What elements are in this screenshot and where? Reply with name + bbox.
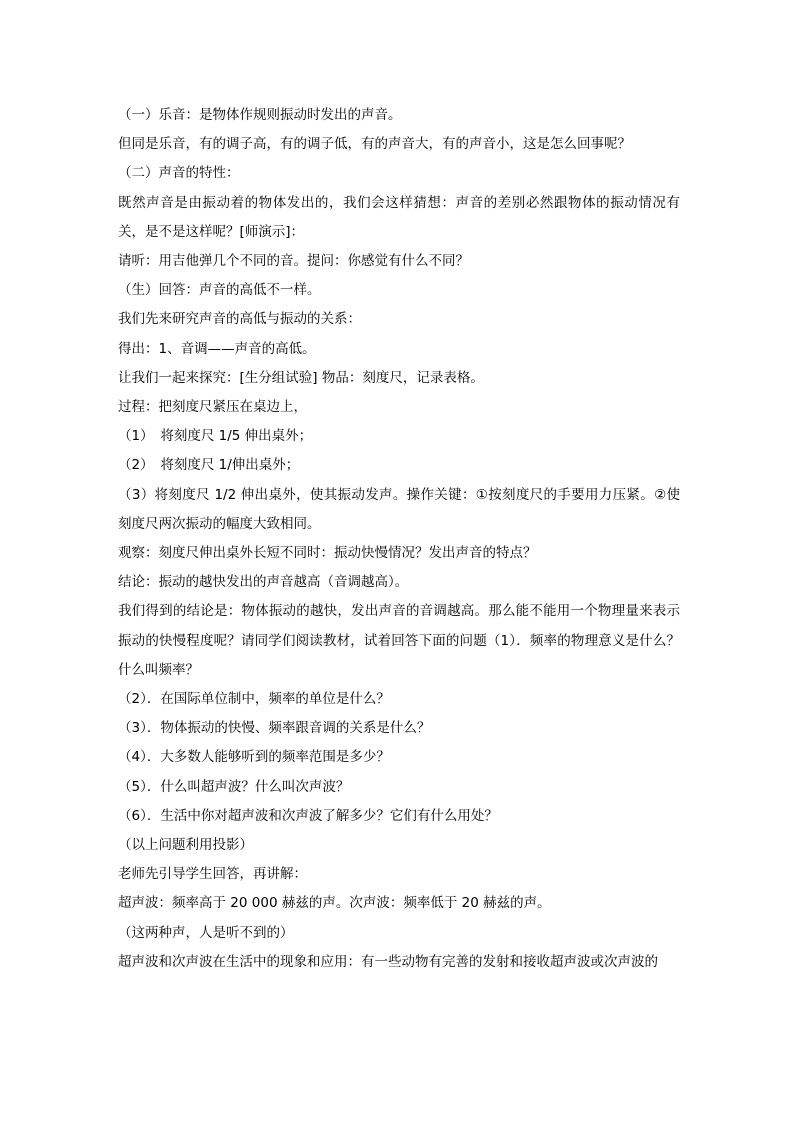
- paragraph: （5）．什么叫超声波？什么叫次声波？: [118, 778, 350, 795]
- paragraph: （以上问题利用投影）: [118, 837, 253, 854]
- paragraph: （6）．生活中你对超声波和次声波了解多少？它们有什么用处？: [118, 807, 498, 824]
- paragraph: （这两种声，人是听不到的）: [118, 924, 294, 941]
- paragraph: 我们先来研究声音的高低与振动的关系：: [118, 311, 361, 328]
- paragraph: （一）乐音：是物体作规则振动时发出的声音。: [118, 107, 402, 123]
- paragraph: 老师先引导学生回答，再讲解：: [118, 866, 307, 883]
- paragraph: 超声波和次声波在生活中的现象和应用：有一些动物有完善的发射和接收超声波或次声波的: [118, 953, 658, 970]
- paragraph: （生）回答：声音的高低不一样。: [118, 282, 321, 299]
- paragraph: 请听：用吉他弹几个不同的音。提问：你感觉有什么不同？: [118, 253, 469, 270]
- paragraph: 结论：振动的越快发出的声音越高（音调越高）。: [118, 574, 409, 591]
- paragraph: （2） 将刻度尺 1/伸出桌外；: [118, 457, 300, 474]
- paragraph: （二）声音的特性：: [118, 165, 240, 182]
- paragraph: 得出：1、音调——声音的高低。: [118, 340, 316, 357]
- paragraph: （3）将刻度尺 1/2 伸出桌外，使其振动发声。操作关键：①按刻度尺的手要用力压紧。②使刻度尺两次振动的幅度大致相同。: [118, 486, 680, 532]
- paragraph: （4）．大多数人能够听到的频率范围是多少？: [118, 749, 390, 766]
- paragraph: （3）．物体振动的快慢、频率跟音调的关系是什么？: [118, 720, 431, 737]
- paragraph: 我们得到的结论是：物体振动的越快，发出声音的音调越高。那么能不能用一个物理量来表示振动的快慢程度呢？请同学们阅读教材，试着回答下面的问题（1）．频率的物理意义是什么？什么叫频率？: [118, 603, 680, 678]
- paragraph: （2）．在国际单位制中，频率的单位是什么？: [118, 691, 390, 708]
- paragraph: 超声波：频率高于 20 000 赫兹的声。次声波：频率低于 20 赫兹的声。: [118, 895, 551, 912]
- paragraph: 过程：把刻度尺紧压在桌边上，: [118, 399, 307, 416]
- paragraph: 但同是乐音，有的调子高，有的调子低，有的声音大，有的声音小，这是怎么回事呢？: [118, 136, 631, 153]
- paragraph: 既然声音是由振动着的物体发出的，我们会这样猜想：声音的差别必然跟物体的振动情况有关，是不是这样呢？[师演示]：: [118, 194, 680, 240]
- document-body: [118, 101, 680, 977]
- paragraph: 观察：刻度尺伸出桌外长短不同时：振动快慢情况？发出声音的特点？: [118, 545, 537, 562]
- paragraph: （1） 将刻度尺 1/5 伸出桌外；: [118, 428, 313, 445]
- paragraph: 让我们一起来探究：[生分组试验] 物品：刻度尺，记录表格。: [118, 369, 484, 386]
